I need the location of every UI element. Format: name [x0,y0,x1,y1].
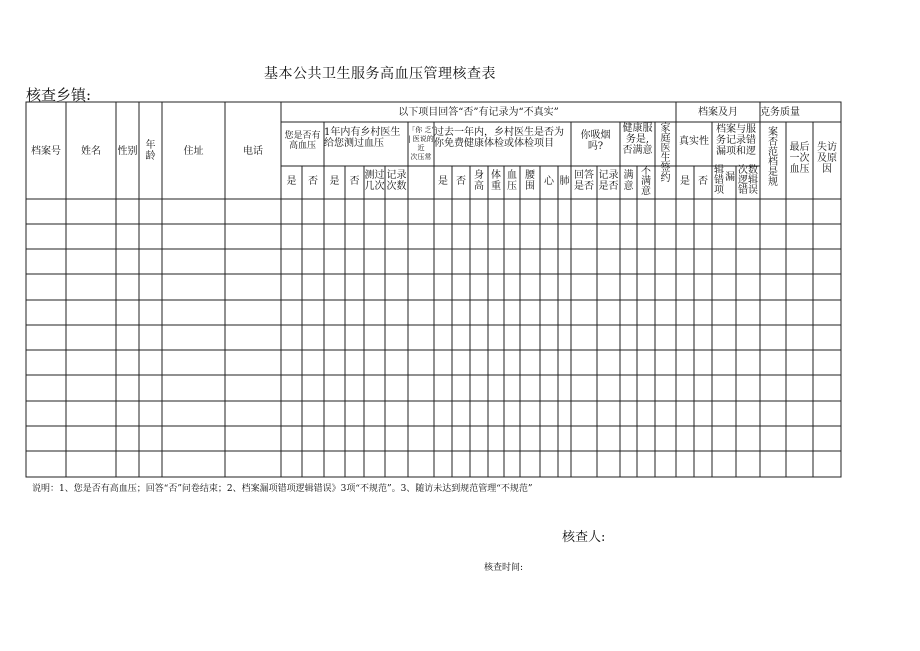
sub-lung: 肺 [559,176,570,187]
col-age: 年 龄 [145,140,156,162]
sub-yes-3: 是 [438,176,448,187]
sub-blood-pressure: 血 压 [507,170,517,192]
sub-yes-4: 是 [680,176,690,187]
sub-yes-2: 是 [329,176,340,187]
town-label: 核查乡镇: [26,86,92,104]
q-hypertension: 您是否有 高血压 [284,131,321,151]
sub-unsatisfied: 不 满 意 [641,166,651,197]
q-record-errors: 档案与服 务记录错 漏项和逻 [716,124,756,157]
sub-yes-1: 是 [286,176,297,187]
checker-label: 核查人: [562,530,606,545]
col-file-no: 档案号 [31,146,61,157]
sub-weight: 体 重 [491,170,501,192]
sub-record-yes-no: 记录 是否 [598,170,619,192]
q-family-doctor: 家 庭 医 生 签 约 [660,123,671,184]
q-satisfaction: 健康服 务是, 否满意 [622,123,653,156]
q-smoking: 你吸烟 吗? [580,130,611,152]
sub-height: 身 高 [474,170,484,192]
q-authenticity: 真实性 [679,136,709,147]
sub-no-4: 否 [698,176,708,187]
sub-no-3: 否 [456,176,466,187]
sub-waist: 腰 围 [525,170,535,192]
group-no-record-header: 以下项目回答“否”有记录为“不真实” [398,107,559,118]
sub-answer-yes-no: 回答 是否 [574,170,594,192]
sub-error-items: 辑 错 项 [714,165,724,196]
sub-heart: 心 [544,176,554,187]
sub-times-measured: 测过 几次 [364,170,385,192]
sub-no-2: 否 [349,176,360,187]
q-doctor-told: 「你 乏‘ | 医说的近 次压常 [408,126,434,161]
q-standardized: 案 否 范 档 是 规 [768,127,778,188]
sub-record-times: 记录 次数 [386,170,407,192]
col-phone: 电话 [243,146,263,157]
check-time-label: 核查时间: [484,563,524,573]
q-bp-check: 1年内有乡村医生 给您测过血压 [324,127,401,149]
sub-logic-errors: 次数 逻辑 错误 [738,165,758,196]
sub-satisfied: 满 意 [623,170,634,192]
q-last-bp: 最后 一次 血压 [789,142,810,175]
sub-omission: 漏 [725,172,735,183]
q-lost-followup: 失访 及原 因 [817,142,837,175]
group-quality-header: 档案及月 [698,107,738,118]
col-gender: 性别 [117,146,138,157]
page-title: 基本公共卫生服务高血压管理核查表 [264,66,496,82]
footnote: 说明：1、您是否有高血压；回答“否”问卷结束；2、档案漏项错项逻辑错误》3项“不规范”。3、随访未达到规范管理“不规范” [32,484,533,494]
col-name: 姓名 [81,146,101,157]
col-address: 住址 [183,146,204,157]
group-quality-header-2: 克务质量 [760,107,800,118]
q-free-exam: 过去一年内，乡村医生是否为 你免费健康体检或体检项目 [434,127,564,149]
sub-no-1: 否 [308,176,318,187]
